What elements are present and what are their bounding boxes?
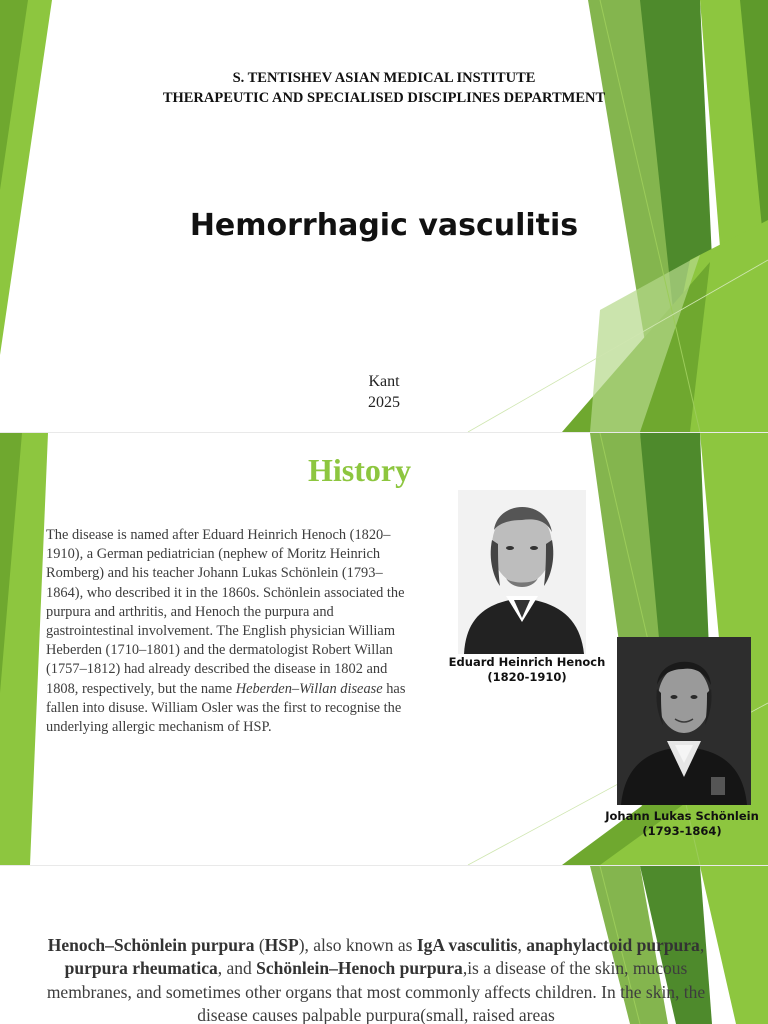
iga-vasculitis-term: IgA vasculitis	[416, 935, 518, 955]
institute-name: S. TENTISHEV ASIAN MEDICAL INSTITUTE	[232, 70, 536, 86]
purpura-rheumatica-term: purpura rheumatica	[64, 958, 218, 979]
henoch-name: Eduard Heinrich Henoch	[448, 655, 606, 669]
schoenlein-portrait-image	[617, 637, 751, 805]
history-text-part: The disease is named after Eduard Heinrich Henoch (1820–1910), a German pediatrician (nephew of Moritz Heinrich Romberg) and his teacher Johann Lukas Schönlein (1793–1864), who described it in the 1860s. Schönlein associated the purpura and arthritis, and Henoch the purpura and gastrointestinal involvement. The English physician William Heberden (1710–1801) and the dermatologist Robert Willan (1757–1812) had already described the disease in 1802 and 1808, respectively, but the name	[46, 527, 405, 697]
schoenlein-henoch-term: Schönlein–Henoch purpura	[256, 958, 463, 979]
henoch-years: (1820-1910)	[487, 670, 567, 684]
history-text-part: has fallen into disuse. William Osler was the first to recognise the underlying allergic mechanism of HSP.	[46, 680, 406, 736]
text-segment: ,	[699, 935, 705, 955]
text-segment: (	[254, 935, 265, 955]
history-paragraph	[46, 526, 414, 737]
history-text-italic: Heberden–Willan disease	[235, 680, 383, 697]
text-segment: , and	[217, 958, 257, 979]
department-name: THERAPEUTIC AND SPECIALISED DISCIPLINES DEPARTMENT	[162, 90, 606, 106]
henoch-caption	[446, 655, 608, 685]
text-segment: ,is a disease of the skin, mucous membranes, and sometimes other organs that most commonly affects children. In the skin, the disease causes palpable purpura(small, raised areas	[46, 958, 706, 1024]
location: Kant	[368, 373, 400, 390]
text-segment: ), also known as	[298, 935, 417, 955]
location-year	[0, 371, 768, 413]
hsp-abbrev: HSP	[264, 935, 299, 955]
history-slide	[0, 433, 768, 865]
text-segment: ,	[517, 935, 527, 955]
schoenlein-years: (1793-1864)	[642, 824, 722, 838]
institute-header	[0, 68, 768, 108]
definition-slide	[0, 866, 768, 1024]
hsp-definition-paragraph	[46, 934, 706, 1024]
presentation-title: Hemorrhagic vasculitis	[189, 208, 579, 243]
hsp-term: Henoch–Schönlein purpura	[47, 935, 255, 955]
henoch-portrait-image	[458, 490, 586, 654]
history-heading: History	[308, 452, 412, 488]
anaphylactoid-purpura-term: anaphylactoid purpura	[526, 935, 700, 955]
title-slide	[0, 0, 768, 432]
year: 2025	[368, 394, 400, 411]
schoenlein-caption	[600, 809, 764, 839]
schoenlein-name: Johann Lukas Schönlein	[605, 809, 759, 823]
